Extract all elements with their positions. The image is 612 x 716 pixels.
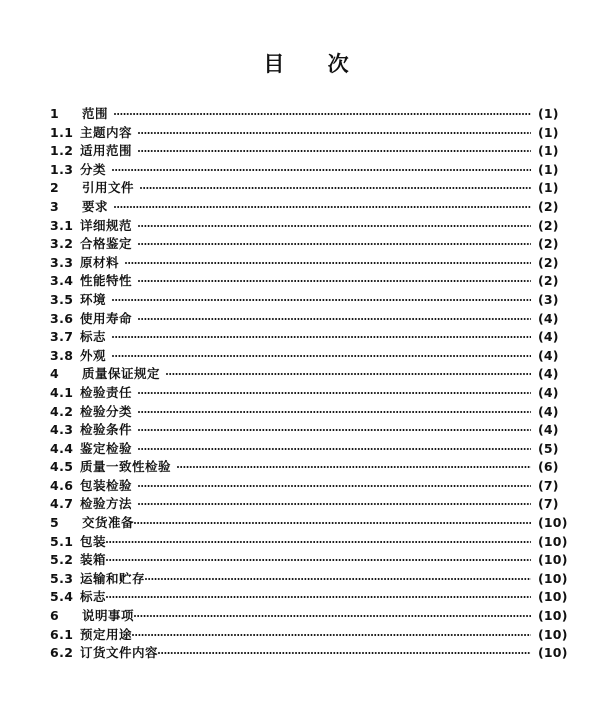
toc-entry[interactable] bbox=[50, 513, 578, 532]
toc-entry[interactable] bbox=[50, 494, 578, 513]
toc-entry-title: 质量保证规定 bbox=[82, 366, 161, 382]
toc-dot-leader bbox=[138, 441, 531, 453]
page-title: 目 次 bbox=[263, 52, 367, 76]
toc-entry[interactable] bbox=[50, 104, 578, 123]
toc-entry[interactable] bbox=[50, 606, 578, 625]
toc-entry-page-number: (2) bbox=[538, 217, 559, 233]
toc-entry[interactable] bbox=[50, 141, 578, 160]
toc-entry-number: 3.1 bbox=[50, 217, 74, 233]
toc-entry-page-number: (1) bbox=[538, 106, 559, 121]
toc-entry-page-number: (7) bbox=[538, 496, 559, 512]
toc-entry-page-number: (2) bbox=[538, 273, 559, 289]
toc-entry-title: 详细规范 bbox=[80, 217, 133, 233]
toc-dot-leader bbox=[158, 645, 531, 657]
toc-entry[interactable] bbox=[50, 420, 578, 439]
toc-dot-leader bbox=[138, 311, 531, 323]
toc-entry-page-number: (4) bbox=[538, 366, 559, 382]
toc-entry-number: 4.2 bbox=[50, 403, 74, 419]
toc-entry[interactable] bbox=[50, 123, 578, 142]
toc-entry[interactable] bbox=[50, 160, 578, 179]
toc-entry-page-number: (7) bbox=[538, 477, 559, 493]
toc-entry[interactable] bbox=[50, 457, 578, 476]
toc-entry[interactable] bbox=[50, 439, 578, 458]
toc-dot-leader bbox=[125, 255, 531, 267]
toc-entry-number: 6 bbox=[50, 608, 60, 624]
toc-entry-page-number: (10) bbox=[538, 533, 568, 549]
toc-entry[interactable] bbox=[50, 327, 578, 346]
toc-entry-number: 6.1 bbox=[50, 626, 74, 642]
toc-entry-title: 标志 bbox=[80, 589, 107, 605]
toc-entry-number: 4.7 bbox=[50, 496, 74, 512]
toc-entry-page-number: (1) bbox=[538, 180, 559, 196]
toc-entry-number: 3.7 bbox=[50, 329, 74, 345]
toc-entry[interactable] bbox=[50, 290, 578, 309]
toc-dot-leader bbox=[134, 608, 531, 620]
toc-entry-title: 使用寿命 bbox=[80, 310, 133, 326]
toc-dot-leader bbox=[138, 496, 531, 508]
toc-entry-title: 说明事项 bbox=[82, 608, 135, 624]
toc-entry-title: 质量一致性检验 bbox=[80, 459, 172, 475]
toc-entry-page-number: (5) bbox=[538, 440, 559, 456]
toc-entry[interactable] bbox=[50, 197, 578, 216]
toc-entry-number: 5 bbox=[50, 515, 60, 531]
toc-entry-number: 3.3 bbox=[50, 254, 74, 270]
toc-dot-leader bbox=[166, 366, 531, 378]
toc-entry-title: 环境 bbox=[80, 291, 107, 307]
toc-dot-leader bbox=[106, 589, 531, 601]
toc-entry-title: 引用文件 bbox=[82, 180, 135, 196]
toc-entry[interactable] bbox=[50, 402, 578, 421]
toc-entry-title: 运输和贮存 bbox=[80, 570, 146, 586]
toc-entry-page-number: (4) bbox=[538, 347, 559, 363]
toc-entry-title: 合格鉴定 bbox=[80, 236, 133, 252]
toc-entry-number: 5.1 bbox=[50, 533, 74, 549]
toc-entry-title: 标志 bbox=[80, 329, 107, 345]
toc-entry-number: 6.2 bbox=[50, 645, 74, 661]
toc-dot-leader bbox=[132, 627, 531, 639]
toc-entry-page-number: (10) bbox=[538, 608, 568, 624]
toc-entry-page-number: (10) bbox=[538, 570, 568, 586]
toc-dot-leader bbox=[138, 218, 531, 230]
toc-entry-number: 5.4 bbox=[50, 589, 74, 605]
toc-dot-leader bbox=[140, 180, 531, 192]
toc-entry-number: 1.3 bbox=[50, 161, 74, 177]
toc-entry-page-number: (10) bbox=[538, 515, 568, 531]
toc-entry[interactable] bbox=[50, 587, 578, 606]
toc-dot-leader bbox=[112, 162, 531, 174]
toc-dot-leader bbox=[112, 329, 531, 341]
toc-entry[interactable] bbox=[50, 234, 578, 253]
toc-entry[interactable] bbox=[50, 346, 578, 365]
toc-entry-title: 交货准备 bbox=[82, 515, 135, 531]
toc-entry-page-number: (1) bbox=[538, 161, 559, 177]
toc-entry-page-number: (4) bbox=[538, 329, 559, 345]
toc-entry[interactable] bbox=[50, 550, 578, 569]
toc-entry-title: 订货文件内容 bbox=[80, 645, 159, 661]
toc-dot-leader bbox=[138, 385, 531, 397]
toc-entry-number: 3.4 bbox=[50, 273, 74, 289]
toc-entry-title: 检验条件 bbox=[80, 422, 133, 438]
toc-entry-number: 3.2 bbox=[50, 236, 74, 252]
toc-entry-page-number: (4) bbox=[538, 403, 559, 419]
toc-dot-leader bbox=[138, 125, 531, 137]
toc-dot-leader bbox=[138, 404, 531, 416]
toc-entry-title: 要求 bbox=[82, 198, 109, 214]
toc-dot-leader bbox=[114, 106, 531, 118]
toc-entry-title: 原材料 bbox=[80, 254, 120, 270]
toc-entry-title: 预定用途 bbox=[80, 626, 133, 642]
toc-dot-leader bbox=[138, 422, 531, 434]
toc-entry-number: 3.5 bbox=[50, 291, 74, 307]
toc-entry-page-number: (10) bbox=[538, 552, 568, 568]
toc-entry-page-number: (3) bbox=[538, 291, 559, 307]
toc-entry-number: 1 bbox=[50, 106, 60, 121]
toc-entry-page-number: (10) bbox=[538, 626, 568, 642]
toc-entry[interactable] bbox=[50, 532, 578, 551]
toc-entry-page-number: (2) bbox=[538, 254, 559, 270]
toc-entry-title: 检验责任 bbox=[80, 384, 133, 400]
toc-entry[interactable] bbox=[50, 625, 578, 644]
toc-entry[interactable] bbox=[50, 253, 578, 272]
toc-entry-number: 3 bbox=[50, 198, 60, 214]
toc-entry-number: 3.6 bbox=[50, 310, 74, 326]
toc-entry-title: 性能特性 bbox=[80, 273, 133, 289]
toc-entry[interactable] bbox=[50, 476, 578, 495]
toc-entry-number: 4.3 bbox=[50, 422, 74, 438]
toc-dot-leader bbox=[138, 478, 531, 490]
table-of-contents-list bbox=[50, 104, 578, 662]
toc-entry-title: 鉴定检验 bbox=[80, 440, 133, 456]
toc-dot-leader bbox=[134, 515, 531, 527]
toc-entry[interactable] bbox=[50, 569, 578, 588]
toc-entry-page-number: (1) bbox=[538, 143, 559, 159]
toc-entry[interactable] bbox=[50, 364, 578, 383]
toc-entry-number: 4.5 bbox=[50, 459, 74, 475]
toc-dot-leader bbox=[112, 348, 531, 360]
toc-entry-title: 范围 bbox=[82, 106, 109, 121]
toc-dot-leader bbox=[177, 459, 531, 471]
toc-dot-leader bbox=[106, 534, 531, 546]
toc-dot-leader bbox=[138, 143, 531, 155]
toc-entry-page-number: (4) bbox=[538, 422, 559, 438]
toc-dot-leader bbox=[145, 571, 531, 583]
toc-dot-leader bbox=[114, 199, 531, 211]
toc-entry-title: 主题内容 bbox=[80, 124, 133, 140]
toc-entry[interactable] bbox=[50, 309, 578, 328]
toc-entry-number: 5.2 bbox=[50, 552, 74, 568]
toc-entry-title: 外观 bbox=[80, 347, 107, 363]
toc-entry-number: 1.1 bbox=[50, 124, 74, 140]
toc-entry[interactable] bbox=[50, 216, 578, 235]
toc-entry-page-number: (2) bbox=[538, 236, 559, 252]
toc-dot-leader bbox=[138, 236, 531, 248]
toc-entry[interactable] bbox=[50, 383, 578, 402]
toc-entry-number: 5.3 bbox=[50, 570, 74, 586]
toc-dot-leader bbox=[106, 552, 531, 564]
toc-entry-title: 分类 bbox=[80, 161, 107, 177]
toc-entry-title: 检验分类 bbox=[80, 403, 133, 419]
toc-entry-page-number: (6) bbox=[538, 459, 559, 475]
toc-entry-page-number: (10) bbox=[538, 589, 568, 605]
toc-entry[interactable] bbox=[50, 178, 578, 197]
toc-entry-number: 4 bbox=[50, 366, 60, 382]
toc-entry-number: 4.6 bbox=[50, 477, 74, 493]
toc-entry-page-number: (10) bbox=[538, 645, 568, 661]
toc-entry-number: 4.4 bbox=[50, 440, 74, 456]
toc-entry[interactable] bbox=[50, 271, 578, 290]
toc-entry-title: 装箱 bbox=[80, 552, 107, 568]
toc-entry-title: 包装检验 bbox=[80, 477, 133, 493]
toc-entry-number: 3.8 bbox=[50, 347, 74, 363]
toc-entry-number: 2 bbox=[50, 180, 60, 196]
toc-entry[interactable] bbox=[50, 643, 578, 662]
toc-entry-page-number: (2) bbox=[538, 198, 559, 214]
toc-entry-page-number: (4) bbox=[538, 384, 559, 400]
toc-dot-leader bbox=[138, 273, 531, 285]
toc-entry-number: 1.2 bbox=[50, 143, 74, 159]
toc-entry-page-number: (4) bbox=[538, 310, 559, 326]
toc-entry-title: 检验方法 bbox=[80, 496, 133, 512]
toc-entry-title: 适用范围 bbox=[80, 143, 133, 159]
toc-dot-leader bbox=[112, 292, 531, 304]
toc-entry-page-number: (1) bbox=[538, 124, 559, 140]
toc-entry-number: 4.1 bbox=[50, 384, 74, 400]
toc-entry-title: 包装 bbox=[80, 533, 107, 549]
